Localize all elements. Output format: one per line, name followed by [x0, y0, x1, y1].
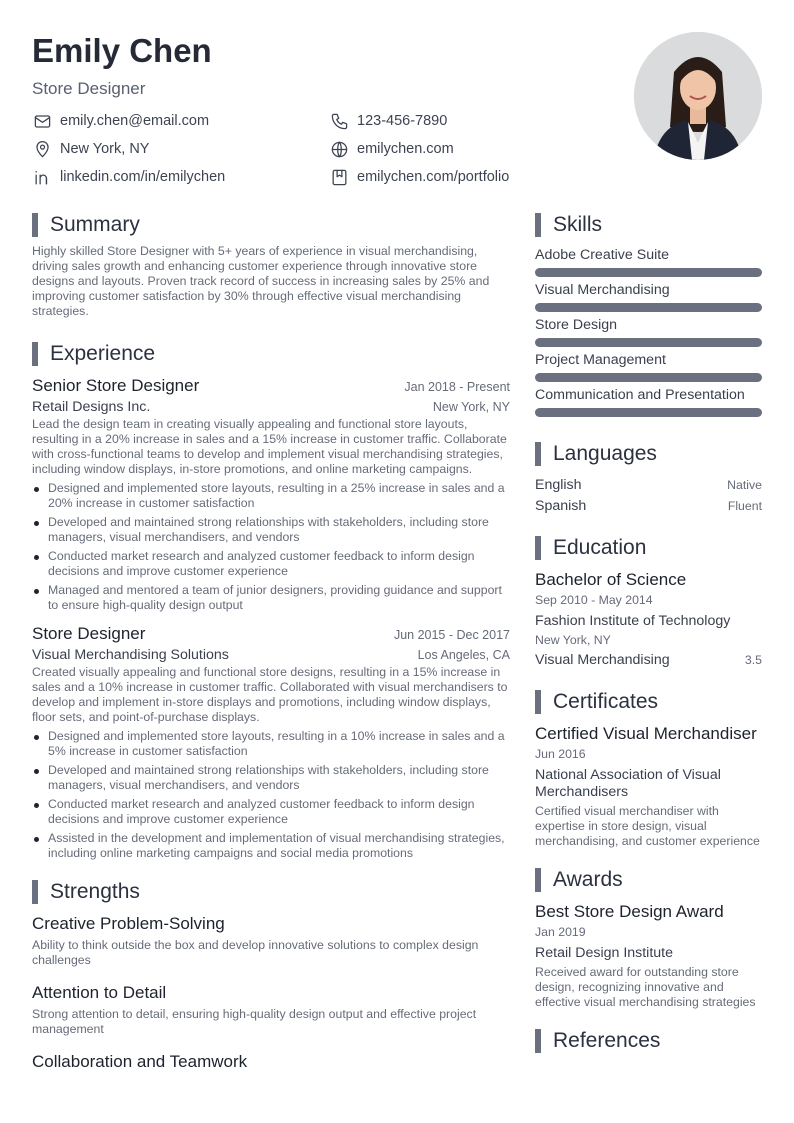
job-company: Retail Designs Inc. [32, 399, 151, 415]
education-dates: Sep 2010 - May 2014 [535, 593, 653, 607]
strength-item [32, 982, 510, 1037]
candidate-name: Emily Chen [32, 32, 212, 69]
skill-label: Store Design [535, 317, 618, 333]
section-title: References [553, 1029, 661, 1052]
strengths-heading [32, 879, 510, 905]
awards-heading [535, 867, 762, 893]
profile-avatar-illustration [634, 32, 762, 160]
language-level: Native [727, 478, 762, 492]
skill-label: Adobe Creative Suite [535, 247, 670, 263]
section-title: Awards [553, 868, 623, 891]
strength-title: Collaboration and Teamwork [32, 1052, 248, 1071]
job-dates: Jun 2015 - Dec 2017 [393, 628, 510, 642]
certificate-text: Certified visual merchandiser with expertise in store design, visual merchandising, and customer experience [535, 804, 760, 848]
section-title: Languages [553, 442, 657, 465]
left-column [32, 212, 510, 1073]
job-description: Created visually appealing and functional store designs, resulting in a 15% increase in sales and a 10% increase in customer traffic. Collaborated with visual merchandisers to develop and implement in-store displays and promotions, including window displays, floor sets, and point-of-purchase displays. [32, 665, 508, 724]
phone-icon [329, 111, 349, 131]
summary-text: Highly skilled Store Designer with 5+ years of experience in visual merchandising, driving sales growth and enhancing customer experience through innovative store designs and layouts. Proven track record of success in increasing sales by 25% and improving customer satisfaction by 30% through effective visual merchandising strategies. [32, 244, 490, 318]
list-item: Developed and maintained strong relationships with stakeholders, including store managers, visual merchandisers, and vendors [32, 515, 510, 545]
certificate-date: Jun 2016 [535, 747, 586, 761]
experience-heading [32, 341, 510, 367]
section-accent-bar [535, 536, 541, 560]
job-location: Los Angeles, CA [417, 648, 510, 662]
language-level: Fluent [727, 499, 762, 513]
list-item: Assisted in the development and implementation of visual merchandising strategies, including online marketing campaigns and social media promotions [32, 831, 510, 861]
phone-text: 123-456-7890 [357, 113, 448, 129]
linkedin-icon [32, 167, 52, 187]
summary-heading [32, 212, 510, 238]
skill-bar [535, 268, 762, 277]
section-title: Strengths [50, 880, 140, 903]
linkedin-text: linkedin.com/in/emilychen [60, 169, 226, 185]
contact-phone[interactable] [329, 110, 447, 132]
job-bullets [32, 729, 510, 861]
job-location: New York, NY [432, 400, 510, 414]
list-item: Conducted market research and analyzed customer feedback to inform design decisions and improve customer experience [32, 797, 510, 827]
section-accent-bar [535, 868, 541, 892]
list-item: Designed and implemented store layouts, resulting in a 10% increase in sales and a 5% increase in customer satisfaction [32, 729, 510, 759]
school-name: Fashion Institute of Technology [535, 613, 731, 629]
candidate-role: Store Designer [32, 79, 146, 98]
language-row [535, 496, 762, 517]
section-accent-bar [535, 442, 541, 466]
list-item: Designed and implemented store layouts, resulting in a 25% increase in sales and a 20% increase in customer satisfaction [32, 481, 510, 511]
location-pin-icon [32, 139, 52, 159]
strength-item [32, 1051, 510, 1073]
section-accent-bar [535, 690, 541, 714]
section-accent-bar [535, 1029, 541, 1053]
website-text: emilychen.com [357, 141, 454, 157]
list-item: Developed and maintained strong relationships with stakeholders, including store managers, visual merchandisers, and vendors [32, 763, 510, 793]
language-name: English [535, 477, 582, 493]
job-company: Visual Merchandising Solutions [32, 647, 229, 663]
strength-text: Strong attention to detail, ensuring high-quality design output and effective project management [32, 1007, 477, 1036]
skill-label: Project Management [535, 352, 666, 368]
job-entry [32, 623, 510, 861]
field-row [535, 650, 762, 671]
school-location: New York, NY [535, 633, 611, 647]
section-accent-bar [32, 880, 38, 904]
contact-location [32, 138, 149, 160]
job-dates: Jan 2018 - Present [404, 380, 510, 394]
job-bullets [32, 481, 510, 613]
section-accent-bar [32, 213, 38, 237]
certificates-heading [535, 689, 762, 715]
skill-bar [535, 408, 762, 417]
contact-linkedin[interactable] [32, 166, 225, 188]
degree-title: Bachelor of Science [535, 570, 687, 589]
job-description: Lead the design team in creating visually appealing and functional store layouts, resulting in a 20% increase in sales and a 15% increase in customer traffic. Collaborate with cross-functional teams to develop and implement visual merchandising strategies, including window displays, in-store promotions, and online marketing campaigns. [32, 417, 507, 476]
profile-photo [634, 32, 762, 160]
resume-header [32, 30, 622, 185]
section-accent-bar [32, 342, 38, 366]
globe-icon [329, 139, 349, 159]
mail-icon [32, 111, 52, 131]
language-row [535, 475, 762, 496]
education-heading [535, 535, 762, 561]
contact-portfolio[interactable] [329, 166, 509, 188]
award-date: Jan 2019 [535, 925, 586, 939]
skill-bar [535, 303, 762, 312]
section-title: Education [553, 536, 647, 559]
language-name: Spanish [535, 498, 587, 514]
section-title: Experience [50, 342, 156, 365]
certificate-issuer: National Association of Visual Merchandisers [535, 767, 721, 800]
job-entry [32, 375, 510, 613]
portfolio-text: emilychen.com/portfolio [357, 169, 510, 185]
strength-text: Ability to think outside the box and develop innovative solutions to complex design challenges [32, 938, 479, 967]
section-title: Summary [50, 213, 140, 236]
skill-bar [535, 373, 762, 382]
languages-heading [535, 441, 762, 467]
award-text: Received award for outstanding store design, recognizing innovative and effective visual merchandising strategies [535, 965, 756, 1009]
gpa-value: 3.5 [744, 653, 762, 667]
award-issuer: Retail Design Institute [535, 945, 674, 961]
contact-email[interactable] [32, 110, 209, 132]
skills-heading [535, 212, 762, 238]
list-item: Conducted market research and analyzed customer feedback to inform design decisions and improve customer experience [32, 549, 510, 579]
skill-bar [535, 338, 762, 347]
field-of-study: Visual Merchandising [535, 652, 670, 668]
job-title: Senior Store Designer [32, 376, 200, 395]
strength-title: Attention to Detail [32, 983, 167, 1002]
email-text: emily.chen@email.com [60, 113, 210, 129]
right-column [535, 212, 762, 1062]
bookmark-icon [329, 167, 349, 187]
job-title: Store Designer [32, 624, 146, 643]
section-title: Skills [553, 213, 603, 236]
contact-website[interactable] [329, 138, 454, 160]
certificate-name: Certified Visual Merchandiser [535, 724, 757, 743]
list-item: Managed and mentored a team of junior designers, providing guidance and support to ensure high-quality design output [32, 583, 510, 613]
skill-label: Visual Merchandising [535, 282, 670, 298]
section-accent-bar [535, 213, 541, 237]
award-name: Best Store Design Award [535, 902, 724, 921]
skill-label: Communication and Presentation [535, 387, 745, 403]
references-heading [535, 1028, 762, 1054]
location-text: New York, NY [60, 141, 150, 157]
strength-item [32, 913, 510, 968]
strength-title: Creative Problem-Solving [32, 914, 225, 933]
skills-list [535, 246, 762, 417]
section-title: Certificates [553, 690, 659, 713]
